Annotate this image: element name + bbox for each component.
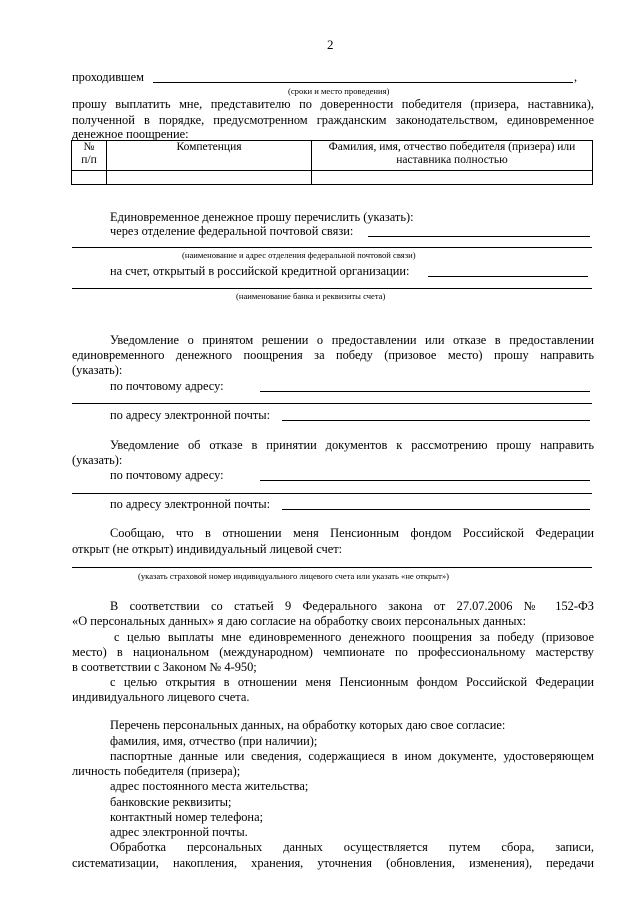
bank-field-cont[interactable]	[72, 288, 592, 289]
purpose2-line-1: с целью открытия в отношении меня Пенсионным фондом Российской Федерации	[110, 675, 594, 689]
winners-table	[71, 140, 593, 185]
personal-data-intro: Перечень персональных данных, на обработку которых даю свое согласие:	[110, 718, 506, 732]
header-fio	[312, 141, 593, 171]
purpose1-line-2: место) в национальном (международном) чемпионате по профессиональному мастерству	[72, 645, 594, 659]
table-header-row	[72, 141, 593, 171]
processing-line-1: Обработка персональных данных осуществляется путем сбора, записи,	[110, 840, 594, 854]
purpose1-line-1: с целью выплаты мне единовременного денежного поощрения за победу (призовое	[114, 630, 594, 644]
header-number-line1: №	[83, 141, 95, 153]
notice2-postal-field[interactable]	[260, 480, 590, 481]
notice1-postal-field[interactable]	[260, 391, 590, 392]
page-number: 2	[327, 37, 334, 52]
post-office-label: через отделение федеральной почтовой связи:	[110, 224, 354, 238]
consent-line-2: «О персональных данных» я даю согласие на обработку своих персональных данных:	[72, 614, 527, 628]
list-item: контактный номер телефона;	[110, 810, 264, 824]
table-row	[72, 171, 593, 185]
venue-field[interactable]	[153, 82, 573, 83]
header-competence-label: Компетенция	[176, 141, 242, 153]
post-office-field[interactable]	[368, 236, 590, 237]
notice1-line-3: (указать):	[72, 363, 123, 377]
header-number-line2: п/п	[81, 154, 97, 166]
notice2-line-1: Уведомление об отказе в принятии документов к рассмотрению прошу направить	[110, 438, 594, 452]
notice2-email-field[interactable]	[282, 509, 590, 510]
list-item: адрес электронной почты.	[110, 825, 248, 839]
notice1-postal-field-cont[interactable]	[72, 403, 592, 404]
notice2-email-label: по адресу электронной почты:	[110, 497, 271, 511]
list-item: адрес постоянного места жительства;	[110, 779, 309, 793]
post-office-caption: (наименование и адрес отделения федеральной почтовой связи)	[182, 250, 416, 260]
header-fio-line1: Фамилия, имя, отчество победителя (призера) или	[328, 141, 576, 153]
bank-field[interactable]	[428, 276, 588, 277]
header-competence	[107, 141, 312, 171]
list-item: паспортные данные или сведения, содержащиеся в ином документе, удостоверяющем	[110, 749, 594, 763]
bank-caption: (наименование банка и реквизиты счета)	[236, 291, 386, 301]
pension-account-field[interactable]	[72, 567, 592, 568]
purpose2-line-2: индивидуального лицевого счета.	[72, 690, 250, 704]
header-fio-line2: наставника полностью	[396, 154, 508, 166]
cell-fio[interactable]	[312, 171, 593, 185]
request-line-1: прошу выплатить мне, представителю по доверенности победителя (призера, наставника),	[72, 97, 594, 111]
notice2-line-2: (указать):	[72, 453, 123, 467]
notice1-line-2: единовременного денежного поощрения за победу (призовое место) прошу направить	[72, 348, 594, 362]
processing-line-2: систематизации, накопления, хранения, уточнения (обновления, изменения), передачи	[72, 856, 594, 870]
consent-line-1: В соответствии со статьей 9 Федерального закона от 27.07.2006 № 152-ФЗ	[110, 599, 594, 613]
request-line-2: полученной в порядке, предусмотренном гражданским законодательством, единовременное	[72, 113, 594, 127]
bank-label: на счет, открытый в российской кредитной организации:	[110, 264, 410, 278]
list-item: личность победителя (призера);	[72, 764, 241, 778]
notice1-postal-label: по почтовому адресу:	[110, 379, 224, 393]
purpose1-line-3: в соответствии с Законом № 4-950;	[72, 660, 257, 674]
venue-caption: (сроки и место проведения)	[288, 86, 390, 96]
notice2-postal-label: по почтовому адресу:	[110, 468, 224, 482]
pension-line-2: открыт (не открыт) индивидуальный лицевой счет:	[72, 542, 343, 556]
list-item: банковские реквизиты;	[110, 795, 232, 809]
pension-line-1: Сообщаю, что в отношении меня Пенсионным фондом Российской Федерации	[110, 526, 594, 540]
request-line-3: денежное поощрение:	[72, 127, 189, 141]
list-item: фамилия, имя, отчество (при наличии);	[110, 734, 318, 748]
pension-caption: (указать страховой номер индивидуального лицевого счета или указать «не открыт»)	[138, 571, 449, 581]
payment-intro: Единовременное денежное прошу перечислить (указать):	[110, 210, 414, 224]
header-number	[72, 141, 107, 171]
cell-number[interactable]	[72, 171, 107, 185]
notice1-email-field[interactable]	[282, 420, 590, 421]
post-office-field-cont[interactable]	[72, 247, 592, 248]
comma: ,	[574, 70, 578, 84]
notice1-email-label: по адресу электронной почты:	[110, 408, 271, 422]
notice2-postal-field-cont[interactable]	[72, 493, 592, 494]
cell-competence[interactable]	[107, 171, 312, 185]
held-label: проходившем	[72, 70, 144, 84]
notice1-line-1: Уведомление о принятом решении о предоставлении или отказе в предоставлении	[110, 333, 594, 347]
